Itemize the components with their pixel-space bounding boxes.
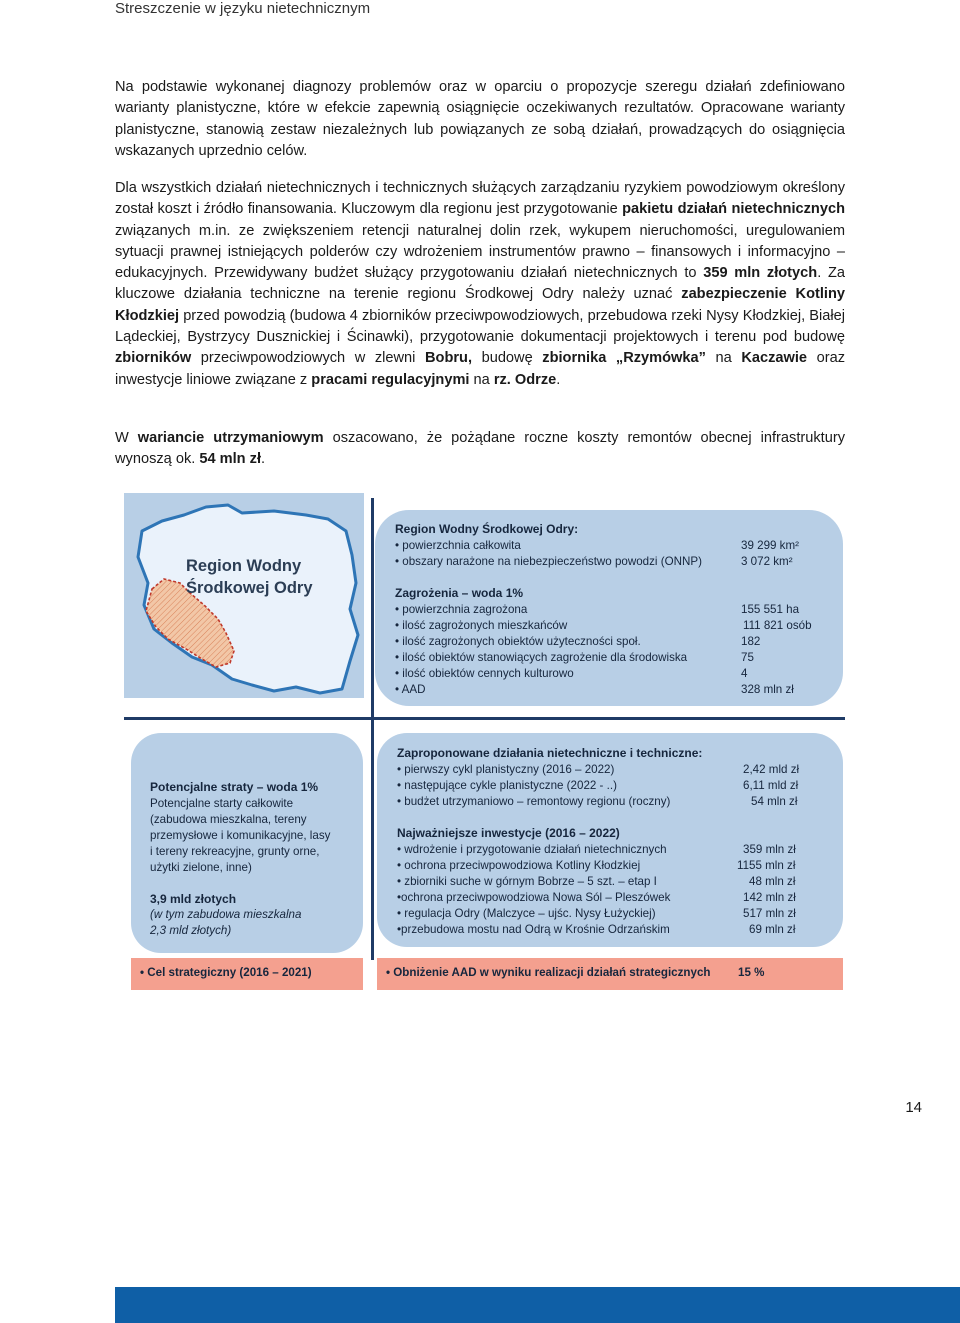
threats-row-value: 4 (741, 667, 748, 680)
investment-row-value: 359 mln zł (743, 843, 796, 856)
aad-reduction-label: • Obniżenie AAD w wyniku realizacji działań strategicznych (386, 966, 711, 979)
losses-panel (131, 733, 363, 953)
paragraph-maintenance: W wariancie utrzymaniowym oszacowano, że pożądane roczne koszty remontów obecnej infrastruktury wynoszą ok. 54 mln zł. (115, 430, 845, 468)
region-stats-panel (375, 510, 843, 706)
proposed-title: Zaproponowane działania nietechniczne i techniczne: (397, 746, 703, 760)
investment-row-label: •przebudowa mostu nad Odrą w Krośnie Odrzańskim (397, 923, 670, 936)
page-number: 14 (905, 1099, 922, 1116)
investment-row-value: 517 mln zł (743, 907, 796, 920)
region-row-label: • obszary narażone na niebezpieczeństwo powodzi (ONNP) (395, 555, 702, 568)
proposed-row-value: 2,42 mld zł (743, 763, 800, 776)
region-title: Region Wodny Środkowej Odry: (395, 522, 579, 536)
investment-row-label: • wdrożenie i przygotowanie działań nietechnicznych (397, 843, 667, 856)
investment-row-value: 48 mln zł (749, 875, 796, 888)
losses-total: 3,9 mld złotych (150, 892, 237, 906)
losses-title: Potencjalne straty – woda 1% (150, 780, 319, 794)
investment-row-label: •ochrona przeciwpowodziowa Nowa Sól – Pleszówek (397, 891, 671, 904)
threats-row-label: • ilość obiektów cennych kulturowo (395, 667, 574, 680)
footer-bar (115, 1287, 960, 1323)
paragraph-actions: Dla wszystkich działań nietechnicznych i technicznych służących zarządzaniu ryzykiem powodziowym określony został koszt i źródło finansowania. Kluczowym dla regionu jest przygotowanie pakietu działań nietechnicznych związanych m.in. ze zwiększeniem retencji naturalnej dolin rzek, wykupem nieruchomości, uregulowaniem sytuacji prawnej istniejących polderów czy wdrożeniem instrumentów prawno – finansowych i informacyjno – edukacyjnych. Przewidywany budżet służący przygotowaniu działań nietechnicznych to 359 mln złotych. Za kluczowe działania techniczne na terenie regionu Środkowej Odry należy uznać zabezpieczenie Kotliny Kłodzkiej przed powodzią (budowa 4 zbiorników przeciwpowodziowych, przebudowa rzeki Nysy Kłodzkiej, Białej Lądeckiej, Bystrzycy Dusznickiej i Ścinawki), przygotowanie dokumentacji projektowych i terenu pod budowę zbiorników przeciwpowodziowych w zlewni Bobru, budowę zbiornika „Rzymówka” na Kaczawie oraz inwestycje liniowe związane z pracami regulacyjnymi na rz. Odrze. (115, 180, 846, 388)
threats-row-label: • AAD (395, 683, 426, 696)
actions-panel (377, 733, 843, 947)
threats-row-value: 155 551 ha (741, 603, 800, 616)
map-title: Region Wodny Środkowej Odry (186, 557, 313, 597)
infographic (118, 490, 850, 995)
horizontal-divider (124, 717, 845, 720)
investment-row-value: 69 mln zł (749, 923, 796, 936)
investments-title: Najważniejsze inwestycje (2016 – 2022) (397, 826, 620, 840)
threats-row-label: • ilość obiektów stanowiących zagrożenie dla środowiska (395, 651, 688, 664)
threats-row-label: • powierzchnia zagrożona (395, 603, 528, 616)
losses-description: Potencjalne starty całkowite (zabudowa mieszkalna, tereny przemysłowe i komunikacyjne, lasy i tereny rekreacyjne, grunty orne, użytki zielone, inne) (150, 797, 331, 874)
threats-row-value: 328 mln zł (741, 683, 794, 696)
proposed-row-value: 54 mln zł (751, 795, 798, 808)
investment-row-value: 142 mln zł (743, 891, 796, 904)
threats-title: Zagrożenia – woda 1% (395, 586, 524, 600)
strategic-goal-label: • Cel strategiczny (2016 – 2021) (140, 966, 312, 979)
threats-row-value: 182 (741, 635, 761, 648)
proposed-row-value: 6,11 mld zł (743, 779, 799, 792)
investment-row-value: 1155 mln zł (737, 859, 796, 872)
threats-row-value: 111 821 osób (743, 619, 812, 632)
proposed-row-label: • następujące cykle planistyczne (2022 - ..) (397, 779, 617, 792)
threats-row-label: • ilość zagrożonych mieszkańców (395, 619, 568, 632)
losses-note: (w tym zabudowa mieszkalna 2,3 mld złotych) (150, 908, 302, 937)
proposed-row-label: • pierwszy cykl planistyczny (2016 – 2022) (397, 763, 615, 776)
region-row-value: 3 072 km² (741, 555, 793, 568)
aad-reduction-bar (377, 958, 843, 990)
proposed-row-label: • budżet utrzymaniowo – remontowy regionu (roczny) (397, 795, 671, 808)
running-header: Streszczenie w języku nietechnicznym (115, 0, 371, 17)
threats-row-value: 75 (741, 651, 754, 664)
aad-reduction-value: 15 % (738, 966, 765, 979)
paragraph-intro: Na podstawie wykonanej diagnozy problemów oraz w oparciu o propozycje szeregu działań zdefiniowano warianty planistyczne, które w efekcie zapewnią osiągnięcie oczekiwanych rezultatów. Opracowane warianty planistyczne, stanowią zestaw niezależnych lub powiązanych ze sobą działań, prowadzących do osiągnięcia wskazanych uprzednio celów. (115, 79, 845, 159)
investment-row-label: • regulacja Odry (Malczyce – ujśc. Nysy Łużyckiej) (397, 907, 656, 920)
threats-row-label: • ilość zagrożonych obiektów użyteczności społ. (395, 635, 641, 648)
region-row-value: 39 299 km² (741, 539, 799, 552)
strategic-goal-bar (131, 958, 363, 990)
region-row-label: • powierzchnia całkowita (395, 539, 521, 552)
investment-row-label: • zbiorniki suche w górnym Bobrze – 5 szt. – etap I (397, 875, 657, 888)
investment-row-label: • ochrona przeciwpowodziowa Kotliny Kłodzkiej (397, 859, 641, 872)
vertical-divider (371, 498, 374, 960)
map-panel (124, 493, 364, 698)
